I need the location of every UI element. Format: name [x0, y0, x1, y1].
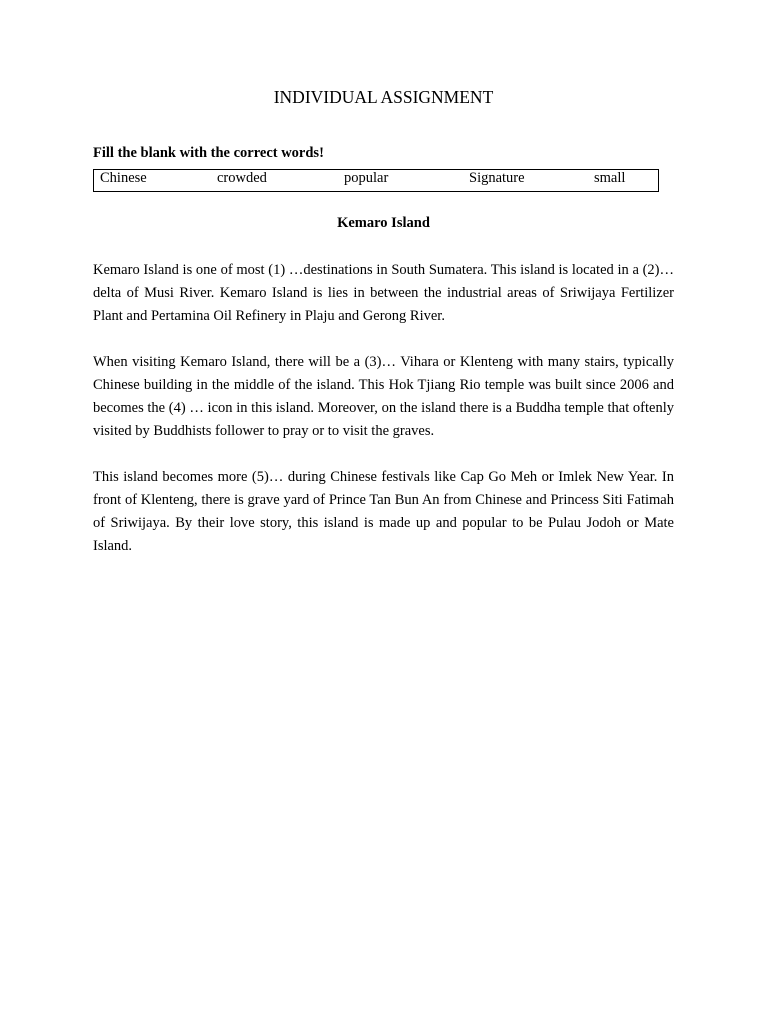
paragraph-2: When visiting Kemaro Island, there will be a (3)… Vihara or Klenteng with many stairs, typically Chinese building in the middle of the island. This Hok Tjiang Rio temple was built since 2006 and becomes the (4) … icon in this island. Moreover, on the island there is a Buddha temple that oftenly visited by Buddhists follower to pray or to visit the graves.	[93, 354, 674, 439]
word-bank-item: crowded	[217, 170, 267, 186]
paragraph-1: Kemaro Island is one of most (1) …destinations in South Sumatera. This island is located in a (2)… delta of Musi River. Kemaro Island is lies in between the industrial areas of Sriwijaya Fertilizer Plant and Pertamina Oil Refinery in Plaju and Gerong River.	[93, 262, 674, 324]
word-bank-item: Chinese	[100, 170, 147, 186]
word-bank-item: small	[594, 170, 626, 186]
word-bank-item: popular	[344, 170, 389, 186]
section-title: Kemaro Island	[337, 215, 430, 231]
word-bank-item: Signature	[469, 170, 525, 186]
page-title: INDIVIDUAL ASSIGNMENT	[273, 87, 494, 107]
word-bank-box	[93, 169, 659, 192]
paragraph-3: This island becomes more (5)… during Chinese festivals like Cap Go Meh or Imlek New Year. In front of Klenteng, there is grave yard of Prince Tan Bun An from Chinese and Princess Siti Fatimah of Sriwijaya. By their love story, this island is made up and popular to be Pulau Jodoh or Mate Island.	[93, 469, 674, 554]
instruction-text: Fill the blank with the correct words!	[93, 145, 324, 161]
